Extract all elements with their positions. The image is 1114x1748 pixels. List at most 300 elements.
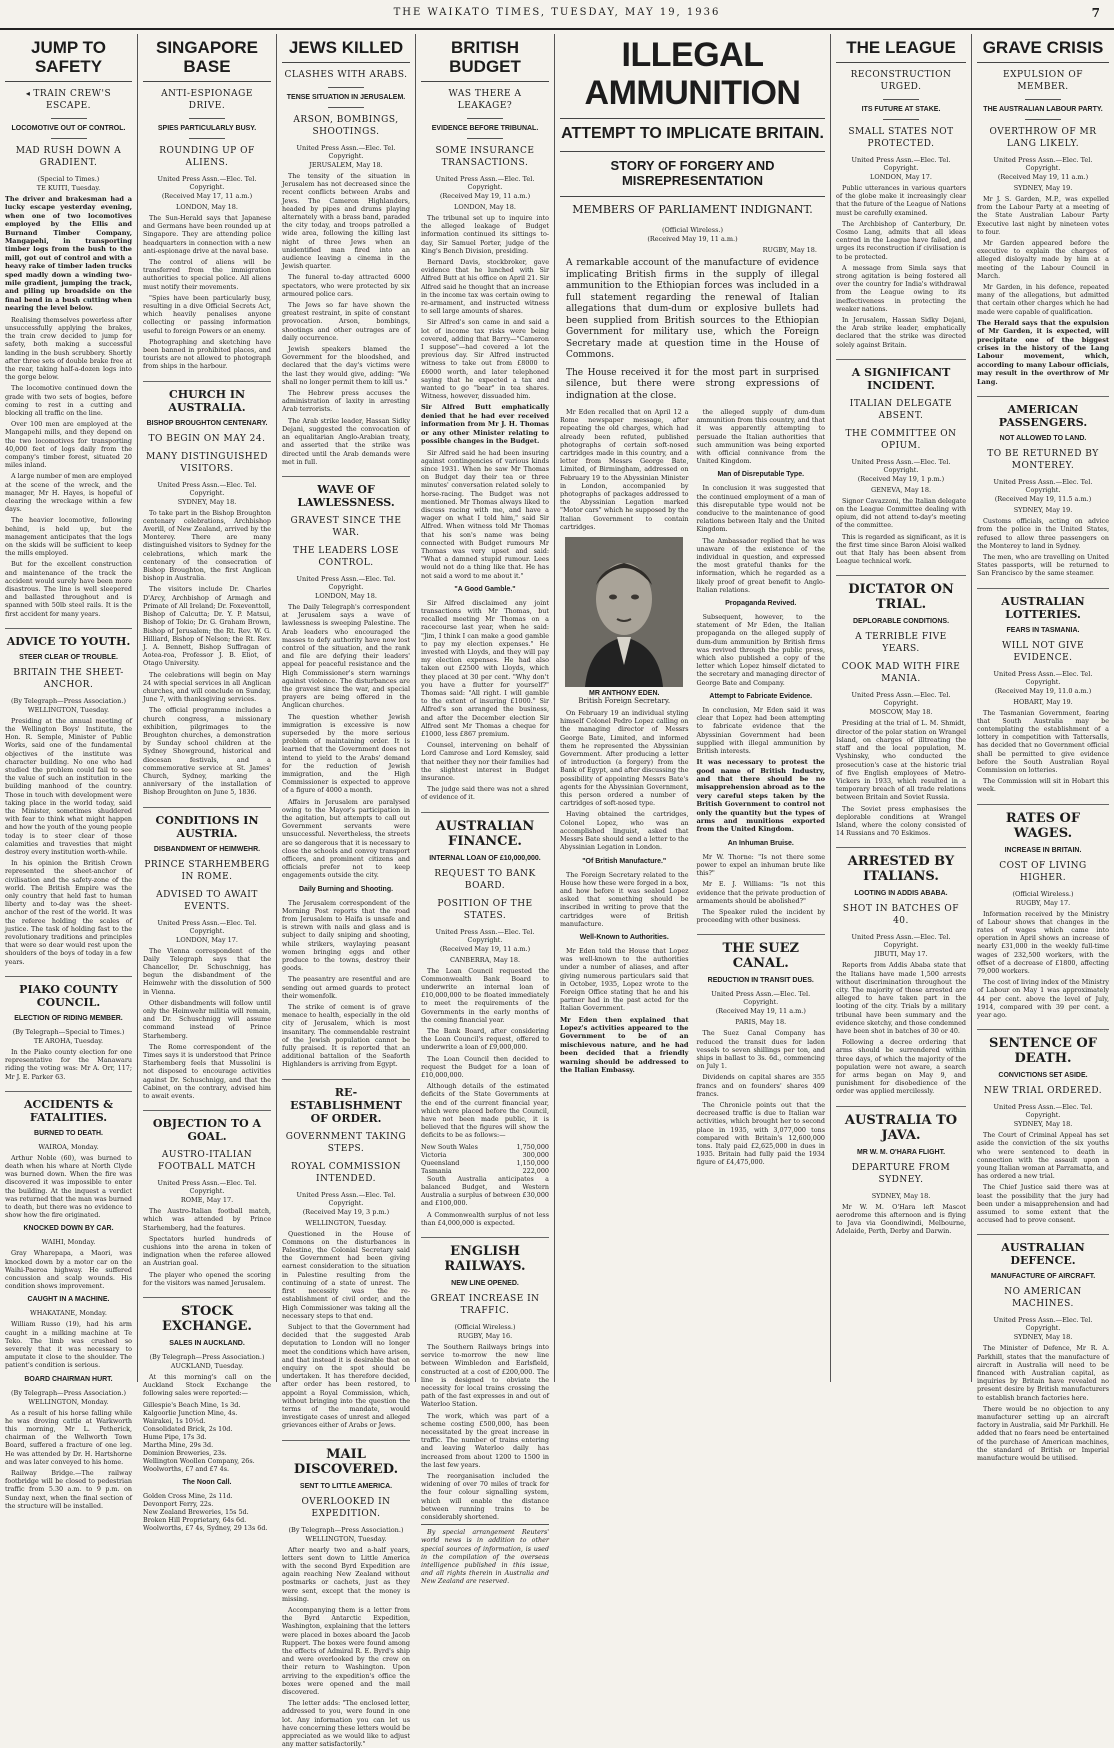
dateline: CANBERRA, May 18. [449, 955, 521, 964]
divider [189, 138, 225, 139]
paragraph: A large number of men are employed at the scene of the wreck, and the manager, Mr H. Hayes, is hopeful of clearing the wreckage within a few days. [5, 472, 132, 514]
paragraph: The player who opened the scoring for the visitors was named Jerusalem. [143, 1270, 271, 1287]
list-item: Kalgoorlie Junction Mine, 4s. [143, 1408, 238, 1417]
section-headline: STOCK EXCHANGE. [143, 1297, 271, 1334]
paragraph: The tribunal set up to inquire into the alleged leakage of Budget information continued its sittings to-day, Sir Samuel Porter, judge of the King's Bench Division, presiding. [421, 214, 549, 255]
subhead: TENSE SITUATION IN JERUSALEM. [286, 94, 406, 101]
dateline: WHAKATANE, Monday. [30, 1309, 107, 1318]
subhead: GREAT INCREASE IN TRAFFIC. [430, 1293, 540, 1316]
paragraph: The Daily Telegraph's correspondent at Jerusalem says a wave of lawlessness is sweeping Palestine. The Arab leaders who encouraged the masses to defy authority have now lost control of the situation, and the rank and file are defying their leaders' appeal for peaceful resistance and the High Commissioner's stern warnings against violence. The disturbances are the gravest since the war, and special prayers are being offered in the Anglican churches. [282, 602, 410, 710]
list-item: New Zealand Breweries, 15s 5d. [143, 1507, 249, 1516]
subhead: A TERRIBLE FIVE YEARS. [855, 632, 947, 655]
dateline: WAIROA, Monday. [38, 1142, 99, 1151]
subhead: AUSTRO-ITALIAN FOOTBALL MATCH [158, 1150, 256, 1173]
paragraph: The men, who are travelling on United States passports, will be returned to San Francisco by the same steamer. [977, 552, 1109, 578]
credit-line: United Press Assn.—Elec. Tel. Copyright. [851, 457, 951, 474]
paragraph: The Tasmanian Government, fearing that South Australia may be contemplating the establishment of a lottery in competition with Tattersalls, has decided that no Government official shall be permitted to give evidence before the South Australian Royal Commission on lotteries. [977, 708, 1109, 774]
deck: STORY OF FORGERY AND MISREPRESENTATION [610, 158, 775, 188]
page-number: 7 [1091, 6, 1100, 20]
section-headline: ARRESTED BY ITALIANS. [836, 847, 966, 884]
paragraph: The Archbishop of Canterbury, Dr. Cosmo Lang, admits that all ideas centred in the League have failed, and urges its reconstruction if civilisation is to be protected. [836, 219, 966, 261]
subhead: SPIES PARTICULARLY BUSY. [157, 125, 257, 132]
bold-paragraph: The Herald says that the expulsion of Mr Garden, it is expected, will precipitate one of the biggest crises in the history of the Lang Labour movement, which, according to many Labour officials, may result in the overthrow of Mr Lang. [977, 318, 1109, 386]
dateline: AUCKLAND, Tuesday. [170, 1362, 244, 1371]
subhead: INTERNAL LOAN OF £10,000,000. [429, 854, 541, 862]
right-subcolumn [697, 408, 826, 1170]
paragraph: The Vienna correspondent of the Daily Telegraph says that the Chancellor, Dr. Schuschnigg, has begun the disbandment of the Heimwehr with the dissolution of 500 in Vienna. [143, 946, 271, 996]
subhead: "Of British Manufacture." [582, 857, 667, 865]
paragraph: The Austro-Italian football match, which was attended by Prince Starhemberg, had the features. [143, 1207, 271, 1232]
paragraph: The strike of cement is of grave menace to health, especially in the old city of Jerusalem, which is most insanitary. The commendable restraint of the Jewish population cannot be fully praised. It is reported that an additional battalion of the Seaforth Highlanders is arriving from Egypt. [282, 1003, 410, 1069]
subhead: WILL NOT GIVE EVIDENCE. [1001, 640, 1085, 663]
subhead: TO BEGIN ON MAY 24. [148, 433, 266, 444]
table-row: Queensland 1,150,000 [421, 1158, 549, 1167]
credit-line: United Press Assn.—Elec. Tel. Copyright. [993, 1103, 1093, 1120]
subhead: FEARS IN TASMANIA. [1006, 626, 1080, 634]
paragraph: The letter adds: "The enclosed letter, addressed to you, were found in one lot. Any information you can let us have concerning these letters would be appreciated as we would like to adjust any matter satisfactorily." [282, 1699, 410, 1748]
subhead: COOK MAD WITH FIRE MANIA. [841, 662, 961, 685]
subhead: DEPLORABLE CONDITIONS. [852, 618, 950, 626]
received-line: (Received May 19, 3 p.m.) [302, 1207, 390, 1216]
divider [51, 118, 87, 119]
arrow-icon: ◂ [25, 89, 34, 98]
credit-line: United Press Assn.—Elec. Tel. Copyright. [993, 669, 1093, 686]
intro-paragraph: The House received it for the most part in surprised silence, but there were strong expressions of indignation at the close. [566, 367, 819, 401]
dateline: LONDON, May 17. [870, 173, 932, 181]
dateline: WELLINGTON, Tuesday. [27, 705, 110, 714]
subhead: CAUGHT IN A MACHINE. [27, 1296, 110, 1304]
credit-line: United Press Assn.—Elec. Tel. Copyright. [435, 175, 535, 191]
paragraph: In conclusion, Mr Eden said it was clear that Lopez had been attempting to fabricate evidence that the Abyssinian Government had been supplied with illegal ammunition by British interests. [696, 705, 825, 755]
subhead: BRITAIN THE SHEET-ANCHOR. [13, 667, 124, 690]
list-item: Hume Pipe, 17s 3d. [143, 1432, 207, 1441]
dateline: MOSCOW, May 18. [869, 708, 933, 717]
paragraph: South Australia anticipates a balanced Budget, and Western Australia a surplus of between £30,000 and £100,000. [421, 1174, 549, 1208]
paragraph: The Foreign Secretary related to the House how these were forged in a box, and how before it was sealed Lopez asked that something should be inscribed in writing to prove that the cartridges were of British manufacture. [560, 870, 689, 928]
section-headline: CHURCH IN AUSTRALIA. [143, 381, 271, 414]
paragraph: Spectators hurled hundreds of cushions into the arena in token of indignation when the referee allowed an Austrian goal. [143, 1234, 271, 1268]
section-headline: WAVE OF LAWLESSNESS. [282, 476, 410, 509]
paragraph: Public utterances in various quarters of the globe make it increasingly clear that the future of the League of Nations must be carefully examined. [836, 184, 966, 217]
subhead: LOCOMOTIVE OUT OF CONTROL. [11, 125, 126, 132]
paragraph: The Jerusalem correspondent of the Morning Post reports that the road from Jerusalem to Haifa is unsafe and is strewn with nails and glass and is subject to daily sniping and shooting, while strikers, waylaying peasant women bringing eggs and other produce to the towns, destroy their goods. [282, 898, 410, 973]
paragraph: The Loan Council requested the Commonwealth Bank Board to underwrite an internal loan of £10,000,000 to be floated immediately to meet the requirements of the Governments in the early months of the coming financial year. [421, 966, 549, 1024]
paragraph: Although details of the estimated deficits of the State Governments at the end of the current financial year, which were placed before the Council, have not been made public, it is believed that the figures will show the deficits to be as follows:— [421, 1082, 549, 1140]
subhead: Well-Known to Authorities. [579, 933, 669, 941]
section-headline: PIAKO COUNTY COUNCIL. [5, 976, 132, 1009]
paragraph: the alleged supply of dum-dum ammunition from this country, and that it was apparently attempting to persuade the Italian authorities that such ammunition was being exported with official connivance from the United Kingdom. [696, 408, 825, 466]
paragraph: Mr W. M. O'Hara left Mascot aerodrome this afternoon and is flying to Java via Goondiwindi, Melbourne, Adelaide, Perth, Derby and Darwin. [836, 1202, 966, 1236]
paragraph: The Chronicle points out that the decreased traffic is due to Italian war activities, which brought her to second place in 1935, with 3,077,000 tons compared with Britain's 12,600,000 tons. Italy paid £2,625,000 in dues in 1935. Britain had fully paid the 1934 figure of £4,475,000. [696, 1101, 825, 1167]
paragraph: Mr Garden, in his defence, repeated many of the allegations, but admitted that certain other charges which he had made were capable of qualification. [977, 283, 1109, 316]
paragraph: The Minister of Defence, Mr R. A. Parkhill, states that the manufacture of aircraft in Australia will need to be financed with Australian capital, as inquiries by Britain have revealed no present desire by British manufacturers to establish branch factories here. [977, 1344, 1109, 1402]
received-line: (Received May 17, 11 a.m.) [161, 192, 253, 200]
paragraph: Mr W. Thorne: "Is not there some power to expel an inhuman brute like this?" [696, 852, 825, 878]
paragraph: There would be no objection to any manufacturer setting up an aircraft factory in Australia, said Mr Parkhill. He added that no fears need be entertained of the purchase of American machines, the standard of British or Imperial manufacture would be utilised. [977, 1404, 1109, 1463]
paragraph: As a result of his horse falling while he was droving cattle at Warkworth this morning, Mr L. Petherick, chairman of the Wellworth Town Board, suffered a fracture of one leg. He was attended by Dr. H. Hartshorne and was later conveyed to his home. [5, 1408, 132, 1466]
subhead: SHOT IN BATCHES OF 40. [842, 904, 960, 927]
paragraph: The Court of Criminal Appeal has set aside the conviction of the six youths who were sentenced to death in connection with the assault upon a young Italian woman at Parramatta, and has ordered a new trial. [977, 1131, 1109, 1181]
dateline: SYDNEY, May 18. [177, 497, 237, 506]
section-headline: RE-ESTABLISHMENT OF ORDER. [282, 1079, 410, 1125]
paragraph: Questioned in the House of Commons on the disturbances in Palestine, the Colonial Secretary said the Government had been giving earnest consideration to the situation in Palestine resulting from the continuing of a state of unrest. The first necessity was the re-establishment of civil order, and the High Commissioner was taking all the necessary steps to that end. [282, 1229, 410, 1320]
table-row: Victoria 300,000 [421, 1150, 549, 1159]
list-item: Dominion Breweries, 23s. [143, 1448, 227, 1457]
section-headline: ADVICE TO YOUTH. [5, 628, 132, 648]
credit-line: (Official Wireless.) [661, 226, 724, 234]
dateline: RUGBY, May 17. [1015, 898, 1071, 907]
paragraph: Sir Alfred disclaimed any joint transactions with Mr Thomas, but recalled meeting Mr Thomas on a racecourse last year, when he said: "Jim, I think I can make a good gamble to pay my election expenses." He invested with Lloyds, and they will pay my election expenses. He had also taken out £2500 with Lloyds, which they placed at 30 per cent. "Why don't you have a flutter for yourself?" Thomas said: "All right. I will gamble to the extent of insuring £1000." Sir Alfred's son arranged the business, and after the December election Sir Alfred sent Mr Thomas a cheque for £1000, less £867 premium. [421, 598, 549, 738]
portrait-caption-name: MR ANTHONY EDEN. [589, 690, 660, 698]
credit-line: United Press Assn.—Elec. Tel. Copyright. [851, 156, 951, 172]
divider [467, 138, 503, 139]
paragraph: Jewish speakers blamed the Government for the bloodshed, and declared that the day's victims were the last they would give, adding: "We shall no longer permit them to kill us." [282, 345, 410, 386]
list-item: Woolworths, £7 and £7 4s. [143, 1464, 230, 1473]
section-headline: ACCIDENTS & FATALITIES. [5, 1091, 132, 1124]
paragraph: In the Piako county election for one representative for the Manawaru riding the voting was: Mr A. Orr, 117; Mr J. E. Parker 63. [5, 1047, 132, 1081]
portrait-figure [560, 537, 689, 705]
credit-line: United Press Assn.—Elec. Tel. Copyright. [157, 480, 257, 497]
paragraph: Dividends on capital shares are 355 francs and on founders' shares 409 francs. [696, 1073, 825, 1098]
lead-paragraph: The driver and brakesman had a lucky escape yesterday evening, when one of two locomotives employed by the Ellis and Burnand Timber Company, Mangapehi, in transporting timber logs from the bush to the mill, got out of control and with a heavy rake of timber laden trucks sped madly down a winding two-mile gradient, jumping the track, and piling up broadside on the final bend in a bush cutting when nearing the level below. [5, 195, 132, 313]
column-jews-killed [277, 34, 416, 1748]
section-headline: MAIL DISCOVERED. [282, 1440, 410, 1477]
list-item: Gillespie's Beach Mine, 1s 3d. [143, 1400, 241, 1409]
credit-line: United Press Assn.—Elec. Tel. Copyright. [993, 478, 1093, 495]
dateline: SYDNEY, May 19. [1013, 506, 1073, 515]
section-headline: AUSTRALIAN FINANCE. [421, 812, 549, 849]
paragraph: In his opinion the British Crown represented the sheet-anchor of civilisation and the safety-zone of the world. The British Empire was the only country that held fast to human liberty and to-day was the sheet-anchor of the rest of the world. It was the referee holding the scales of justice. The task of holding fast to the revolutionary traditions and principles that were so dear would rest upon the shoulders of the boys of today in a few years. [5, 859, 132, 966]
section-headline: AUSTRALIAN LOTTERIES. [977, 588, 1109, 621]
credit-line: United Press Assn.—Elec. Tel. Copyright. [711, 990, 811, 1007]
paragraph: William Russo (19), had his arm caught in a milking machine at Te Teko. The limb was crushed so severely that it was necessary to amputate it close to the shoulder. The patient's condition is serious. [5, 1320, 132, 1370]
deck: WAS THERE A LEAKAGE? [448, 89, 522, 111]
headline: THE LEAGUE [836, 38, 966, 63]
received-line: (Received May 19, 11 a.m.) [439, 192, 531, 200]
list-item: Devonport Ferry, 22s. [143, 1499, 214, 1508]
column-british-budget [416, 34, 555, 1586]
deck: ANTI-ESPIONAGE DRIVE. [161, 89, 253, 111]
subhead: EVIDENCE BEFORE TRIBUNAL. [431, 125, 539, 132]
subhead: REDUCTION IN TRANSIT DUES. [707, 977, 814, 985]
column-grave-crisis [972, 34, 1114, 1463]
section-headline: ENGLISH RAILWAYS. [421, 1237, 549, 1274]
subhead: INCREASE IN BRITAIN. [1004, 846, 1082, 854]
dateline: WELLINGTON, Tuesday. [305, 1218, 387, 1227]
dateline: RUGBY, May 18. [762, 246, 817, 254]
list-item: Martha Mine, 29s 3d. [143, 1440, 214, 1449]
subhead: THE AUSTRALIAN LABOUR PARTY. [983, 106, 1103, 113]
subhead: SENT TO LITTLE AMERICA. [299, 1482, 393, 1490]
paragraph: The Jews so far have shown the greatest restraint, in spite of constant provocation. Arson, bombings, shootings and other outrages are of daily occurrence. [282, 301, 410, 342]
newspaper-title: THE WAIKATO TIMES, TUESDAY, MAY 19, 1936 [393, 7, 721, 18]
intro-paragraph: A remarkable account of the manufacture of evidence implicating British firms in the supply of illegal ammunition to the Ethiopian forces was included in a full statement regarding the renewal of Italian allegations that dum-dum or explosive bullets had been supplied from British sources to the Ethiopian Government for military use, which the Foreign Secretary made at question time in the House of Commons. [566, 258, 819, 360]
paragraph: Mr Garden appeared before the executive to explain the charges of alleged disloyalty made by him at a meeting of the Labour Council in March. [977, 239, 1109, 280]
credit-line: United Press Assn.—Elec. Tel. Copyright. [296, 574, 396, 591]
subhead: THE COMMITTEE ON OPIUM. [845, 428, 957, 451]
paragraph: Mr E. J. Williams: "Is not this evidence that the private production of armaments should be abolished?" [696, 880, 825, 905]
subhead: "A Good Gamble." [454, 585, 516, 593]
table-row: New South Wales 1,750,000 [421, 1142, 549, 1151]
subhead: PRINCE STARHEMBERG IN ROME. [144, 859, 270, 882]
dateline: WELLINGTON, Monday. [28, 1397, 109, 1406]
subhead: ADVISED TO AWAIT EVENTS. [156, 889, 258, 912]
table-row: Tasmania 222,000 [421, 1166, 549, 1175]
divider [328, 107, 364, 108]
list-item: Woolworths, £7 4s, Sydney, 29 13s 6d. [143, 1523, 268, 1532]
received-line: (Received May 19, 1 p.m.) [857, 474, 945, 483]
paragraph: The heavier locomotive, following behind, is held up, but the management anticipates that the logs on the skids will be sufficient to keep the mills employed. [5, 516, 132, 558]
list-item: Wairakei, 1s 10½d. [143, 1416, 206, 1425]
subhead: BISHOP BROUGHTON CENTENARY. [146, 419, 268, 427]
section-headline: A SIGNIFICANT INCIDENT. [836, 359, 966, 392]
credit-line: (Official Wireless.) [454, 1322, 516, 1331]
paragraph: Photographing and sketching have been banned in prohibited places, and tourists are not allowed to photograph from ships in the harbour. [143, 337, 271, 371]
divider [883, 119, 919, 120]
credit-line: (By Telegraph—Special to Times.) [12, 1027, 125, 1036]
subhead: NO AMERICAN MACHINES. [1004, 1287, 1082, 1310]
paragraph: The Southern Railways brings into service to-morrow the new line between Wimbledon and Earlsfield, constructed at a cost of £200,000. The line is designed to obviate the necessity for local trains crossing the path of the fast expresses in and out of Waterloo Station. [421, 1342, 549, 1409]
subhead: MAD RUSH DOWN A GRADIENT. [15, 146, 122, 168]
paragraph: The Hebrew press accuses the administration of laxity in arresting Arab terrorists. [282, 389, 410, 414]
paragraph: Signor Cavazzoni, the Italian delegate on the League Committee dealing with opium, did not attend to-day's meeting of the committee. [836, 496, 966, 530]
divider [1025, 99, 1061, 100]
subhead: The Noon Call. [182, 1478, 232, 1486]
paragraph: Mr Eden told the House that Lopez was well-known to the authorities under a number of aliases, and after giving numerous particulars said that in October, 1935, Lopez wrote to the Foreign Office stating that he and his partner had in the past acted for the Italian Government. [560, 946, 689, 1013]
dateline: SYDNEY, May 18. [1013, 1333, 1073, 1342]
paragraph: The judge said there was not a shred of evidence of it. [421, 785, 549, 802]
paragraph: In Jerusalem, Hassan Sidky Dejani, the Arab strike leader, emphatically declared that the strike was directed solely against Britain. [836, 316, 966, 349]
paragraph: The Bank Board, after considering the Loan Council's request, offered to underwrite a loan of £9,000,000. [421, 1027, 549, 1052]
subhead: POSITION OF THE STATES. [437, 898, 533, 921]
credit-line: (By Telegraph—Press Association.) [149, 1353, 265, 1362]
deck: ◂ TRAIN CREW'S ESCAPE. [25, 89, 112, 111]
headline: BRITISH BUDGET [421, 38, 549, 82]
subhead: THE LEADERS LOSE CONTROL. [292, 545, 399, 568]
column-the-league [831, 34, 972, 1382]
deck: RECONSTRUCTION URGED. [850, 70, 952, 92]
subhead: TO BE RETURNED BY MONTEREY. [987, 449, 1099, 472]
paragraph: In conclusion it was suggested that the continued employment of a man of this disreputable type would not be conducive to the maintenance of good relations between Italy and the United Kingdom. [696, 484, 825, 534]
paragraph: Arthur Noble (60), was burned to death when his whare at North Clyde was burned down. When the fire was discovered it was impossible to enter the building. At the inquest a verdict was returned that the man was burned to death, but there was no evidence to show how the fire originated. [5, 1153, 132, 1220]
column-singapore-base [138, 34, 277, 1532]
dateline: HOBART, May 19. [1013, 697, 1073, 706]
paragraph: The Rome correspondent of the Times says it is understood that Prince Starhemberg feels that Mussolini is not disposed to encourage activities against Dr. Schuschnigg, and that the Cabinet, on the contrary, advised him to await events. [143, 1042, 271, 1101]
subhead: OVERLOOKED IN EXPEDITION. [301, 1496, 391, 1519]
paragraph: The celebrations will begin on May 24 with special services in all Anglican churches, and will conclude on Sunday, June 7, with thanksgiving services. [143, 670, 271, 704]
paragraph: The Arab strike leader, Hassan Sidky Dejani, suggested the convocation of an equalitarian Anglo-Arabian treaty, and asserted that the strike was directed until the Arab demands were met in full. [282, 416, 410, 466]
dateline: GENEVA, May 18. [870, 485, 932, 494]
noon-call-list [143, 1492, 271, 1532]
paragraph: Bernard Davis, stockbroker, gave evidence that he lunched with Sir Alfred Butt at his office on April 21. Sir Alfred said he thought that an increase in the income tax was certain owing to re-armament, and instructed witness to sell large amounts of shares. [421, 258, 549, 316]
paragraph: The Sun-Herald says that Japanese and Germans have been rounded up at Singapore. They are attending police headquarters in connection with a new anti-espionage drive at the naval base. [143, 214, 271, 255]
headline: JUMP TO SAFETY [5, 38, 132, 82]
credit-line: (By Telegraph—Press Association.) [11, 1388, 126, 1397]
section-headline: AUSTRALIAN DEFENCE. [977, 1234, 1109, 1267]
subhead: MANY DISTINGUISHED VISITORS. [146, 451, 268, 474]
paragraph: Presiding at the annual meeting of the Wellington Boys' Institute, the Hon. R. Semple, Minister of Public Works, said one of the fundamental objectives of the institute was character building. No one who had studied the problem could fail to see the value of such an institution in the building manhood of the country. Those in touch with development were taking place in the world today, said the Minister, sometimes shuddered with fear to think what might happen and how the youth of the young people today is to steer clear of those calamities and travesties that might destroy every institution worth-while. [5, 716, 132, 857]
paragraph: Customs officials, acting on advice from the police in the United States, refused to allow three passengers on the Monterey to land in Sydney. [977, 517, 1109, 550]
headline: JEWS KILLED [282, 38, 410, 63]
paragraph: Mr Eden recalled that on April 12 a Rome newspaper message, after repeating the old charges, which had already been refuted, published photographs of certain soft-nosed cartridges made in this country, and a letter from Messrs George Bate, Limited, of Birmingham, addressed on February 19 to the Abyssinian Minister in London, accompanied by photographs of packages addressed to the Abyssinian Legation marked "Motor cars" which he supposed by the Italian Government to contain cartridges. [560, 408, 689, 531]
bold-paragraph: Mr Eden then explained that Lopez's activities appeared to the Government to be of an mischievous nature, and he had been decided that a friendly warning should be addressed to the Italian Embassy. [560, 1015, 689, 1074]
section-headline: DICTATOR ON TRIAL. [836, 575, 966, 612]
subhead: BURNED TO DEATH. [34, 1129, 103, 1137]
subhead: DEPARTURE FROM SYDNEY. [851, 1162, 951, 1185]
section-headline: OBJECTION TO A GOAL. [143, 1110, 271, 1143]
received-line: (Received May 19, 11 a.m.) [997, 173, 1089, 181]
masthead [0, 0, 1114, 30]
paragraph: The reorganisation included the widening of over 70 miles of track for the four colour signalling system, which will enable the distance between running trains to be considerably shortened. [421, 1471, 549, 1521]
dateline: ROME, May 17. [180, 1196, 234, 1205]
subhead: MANUFACTURE OF AIRCRAFT. [990, 1273, 1096, 1281]
headline: GRAVE CRISIS [977, 38, 1109, 63]
credit-line: United Press Assn.—Elec. Tel. Copyright. [851, 691, 951, 708]
portrait-photo [565, 537, 683, 687]
paragraph: Realising themselves powerless after unsuccessfully applying the brakes, the train crew decided to jump for safety, both making a successful landing in the bush scrubbery. Shortly after three sets of double brake free at the rear, taking half-a-dozen logs into the gorge below. [5, 315, 132, 382]
paragraph: "Spies have been particularly busy, resulting in a dive Official Secrets Act, which heavily penalises anyone collecting or passing information useful to foreign Powers or an enemy. [143, 293, 271, 335]
subhead: GOVERNMENT TAKING STEPS. [285, 1131, 407, 1154]
left-subcolumn [560, 408, 689, 1170]
list-item: Consolidated Brick, 2s 10d. [143, 1424, 233, 1433]
subhead: REQUEST TO BANK BOARD. [434, 868, 536, 891]
credit-line: United Press Assn.—Elec. Tel. Copyright. [157, 1179, 257, 1196]
received-line: (Received May 19, 11 a.m.) [439, 944, 531, 953]
subhead: OVERTHROW OF MR LANG LIKELY. [989, 127, 1097, 149]
subhead: STEER CLEAR OF TROUBLE. [19, 653, 118, 661]
subhead: Man of Disreputable Type. [717, 471, 805, 479]
subhead: COST OF LIVING HIGHER. [999, 860, 1087, 883]
received-line: (Received May 19, 11.0 a.m.) [994, 686, 1092, 695]
dateline: TE KUITI, Tuesday. [36, 184, 101, 192]
paragraph: To take part in the Bishop Broughton centenary celebrations, Archbishop Averill, of New Zealand, arrived by the Monterey. There are many distinguished visitors to Sydney for the celebrations, which mark the centenary of the consecration of Bishop Broughton, the first Anglican bishop in Australia. [143, 508, 271, 583]
paragraph: The visitors include Dr. Charles D'Arcy, Archbishop of Armagh and Primate of All Ireland; Dr. Foxeventtoll, Bishop of Calcutta; Dr. Y. P. Matsui, Bishop of Tokio; Dr. G. Graham Brown, Bishop of Jerusalem; the Rt. Rev. W. G. Hilliard, Bishop of Nelson; the Rt. Rev. J. A. Bennett, Bishop Suffragan of Aotea-roa, Professor J. B. Eliot, of Otago University. [143, 585, 271, 668]
paragraph: Having obtained the cartridges, Colonel Lopez, who was an accomplished linguist, asked that Messrs Bate should send a letter to the Abyssinian Legation in London. [560, 810, 689, 852]
paragraph: Subject to that the Government had decided that the suggested Arab deputation to London will no longer meet the conditions which have arisen, and that instead it is desirable that on enquiry on the spot should be undertaken. It has therefore decided, after order has been restored, to appoint a Royal Commission, which, without bringing into the question the terms of the mandate, would investigate cases of unrest and alleged grievances either of Arabs or Jews. [282, 1322, 410, 1430]
credit-line: (Special to Times.) [37, 175, 100, 183]
subhead: An Inhuman Bruise. [727, 839, 794, 847]
dateline: RUGBY, May 16. [457, 1331, 513, 1340]
bold-paragraph: It was necessary to protest the good name of British Industry, and that there should be no misapprehension abroad as to the very careful steps taken by the British Government to control not only the quantity but the types of arms and munitions exported from the United Kingdom. [696, 758, 825, 834]
credit-line: (By Telegraph—Press Association.) [288, 1525, 404, 1534]
footnote: By special arrangement Reuters' world news is in addition to other special sources of information, is used in the compilation of the overseas intelligence published in this issue, and all rights therein in Australia and New Zealand are reserved. [421, 1524, 549, 1585]
credit-line: United Press Assn.—Elec. Tel. Copyright. [296, 144, 396, 160]
credit-line: United Press Assn.—Elec. Tel. Copyright. [296, 1190, 396, 1207]
section-headline: AUSTRALIA TO JAVA. [836, 1106, 966, 1143]
paragraph: A message from Simla says that strong agitation is being fostered all over the country for India's withdrawal from the League owing to its ineffectiveness in protecting the weaker nations. [836, 263, 966, 313]
paragraph: Presiding at the trial of L. M. Shmidt, director of the polar station on Wrangel Island, on charges of illtreating the staff and the local population, M. Vyshinsky, who conducted the prosecution's case at the historic trial of five English employees of Metro-Vickers in 1933, which resulted in a temporary breach of all trade relations between Britain and Soviet Russia. [836, 719, 966, 802]
dateline: SYDNEY, May 18. [871, 1191, 931, 1200]
received-line: (Received May 19, 11.5 a.m.) [994, 495, 1092, 504]
column-illegal-ammunition [555, 34, 831, 1382]
paragraph: Affairs in Jerusalem are paralysed owing to the Mayor's participation in the agitation, but attempts to call out Government servants were unsuccessful. Nevertheless, the streets are so dangerous that it is necessary to close the schools and convoy transport officers, and prominent citizens and officials prefer not to keep engagements outside the city. [282, 797, 410, 880]
credit-line: United Press Assn.—Elec. Tel. Copyright. [157, 175, 257, 191]
subhead: NOT ALLOWED TO LAND. [999, 435, 1087, 443]
paragraph: Counsel, intervening on behalf of Lord Camrose and Lord Kemsley, said that neither they nor their families had the slightest interest in Budget insurance. [421, 741, 549, 783]
deck: ATTEMPT TO IMPLICATE BRITAIN. [561, 125, 824, 142]
paragraph: Mr J. S. Garden, M.P., was expelled from the Labour Party at a meeting of the State Australian Labour Party Executive last night by nineteen votes to four. [977, 195, 1109, 236]
paragraph: Over 100 men are employed at the Mangapehi mills, and they depend on the two locomotives for transporting 40,000 feet of logs daily from the company's timber forest, situated 20 miles inland. [5, 420, 132, 470]
received-line: (Received May 19, 11 a.m.) [647, 235, 738, 243]
headline: ILLEGAL AMMUNITION [584, 36, 801, 112]
credit-line: United Press Assn.—Elec. Tel. Copyright. [157, 918, 257, 935]
subhead: NEW TRIAL ORDERED. [983, 1086, 1103, 1097]
paragraph: Gray Wharepapa, a Maori, was knocked down by a motor car on the Waihi-Paeroa highway. He suffered concussion and scalp wounds. His condition shows improvement. [5, 1249, 132, 1291]
credit-line: United Press Assn.—Elec. Tel. Copyright. [851, 933, 951, 950]
deck: CLASHES WITH ARABS. [284, 70, 408, 80]
paragraph: Information received by the Ministry of Labour shows that changes in the rates of wages which came into operation in April shows an increase of nearly £31,000 in the weekly full-time wages of 232,500 workers, with the offset of a decrease of £1800, affecting 79,000 workers. [977, 909, 1109, 975]
dateline: LONDON, May 18. [176, 203, 238, 211]
paragraph: Other disbandments will follow until only the Heimwehr militia will remain, and Dr. Schuschnigg will assume command instead of Prince Starhemberg. [143, 998, 271, 1040]
section-headline: SENTENCE OF DEATH. [977, 1029, 1109, 1066]
subhead: SMALL STATES NOT PROTECTED. [848, 127, 954, 149]
paragraph: Sir Alfred said he had been insuring against contingencies of various kinds since 1931. When he saw Mr Thomas on Budget day their tea or three minutes' conversation related solely to horse-racing. The Budget was not mentioned. Mr Thomas always liked to discuss racing with me, and have a wager on what I told him," said Sir Alfred. When witness told Mr Thomas that his son's name was being connected with Budget rumours Mr Thomas was very upset and said: "What a damned stupid rumour. Lees would not do a thing like that. He has not said a word to me about it." [421, 448, 549, 580]
subhead: SOME INSURANCE TRANSACTIONS. [435, 146, 535, 168]
dateline: LONDON, May 17. [176, 935, 238, 944]
divider [51, 138, 87, 139]
subhead: Propaganda Revived. [725, 600, 797, 608]
paragraph: The Ambassador replied that he was unaware of the existence of the individual in question, and expressed the most grateful thanks for the information, which he regarded as a likely proof of great benefit to Anglo-Italian relations. [696, 536, 825, 594]
dateline: JERUSALEM, May 18. [309, 161, 383, 169]
paragraph: Sir Alfred's son came in and said a lot of income tax risks were being covered, adding that Barry—"Cameron I suppose"—had covered a lot the previous day. Sir Alfred instructed witness to take out from £8000 to £6000 worth, and later telephoned saying that he expected a tax and wanted to go "bear" in tea shares. Witness, however, dissuaded him. [421, 318, 549, 401]
divider [467, 118, 503, 119]
subhead: KNOCKED DOWN BY CAR. [23, 1225, 114, 1233]
section-headline: RATES OF WAGES. [977, 804, 1109, 841]
section-headline: CONDITIONS IN AUSTRIA. [143, 807, 271, 840]
paragraph: Accompanying them is a letter from the Byrd Antarctic Expedition, Washington, explaining that the letters were placed in boxes aboard the Jacob Ruppert. The boxes were found among the effects of Admiral R. E. Byrd's ship and were overlooked by the crew on their return to Washington. Upon arriving to the expedition's office the boxes were opened and the mail discovered. [282, 1605, 410, 1696]
divider [328, 87, 364, 88]
dateline: PARIS, May 18. [735, 1018, 787, 1027]
sales-list [143, 1401, 271, 1473]
credit-line: United Press Assn.—Elec. Tel. Copyright. [993, 1316, 1093, 1333]
subhead: ELECTION OF RIDING MEMBER. [14, 1014, 123, 1022]
dateline: SYDNEY, May 19. [1013, 184, 1073, 192]
paragraph: The question whether Jewish immigration is excessive is now superseded by the more serious problem of maintaining order. It is learned that the Government does not intend to yield to the Arabs' demand for the reduction of Jewish immigration, and the High Commissioner is expected to approve of a figure of 4000 a month. [282, 712, 410, 795]
paragraph: The cost of living index of the Ministry of Labour on May 1 was approximately 44 per cent. above the level of July, 1914, compared with 39 per cent. a year ago. [977, 978, 1109, 1019]
deficits-table [421, 1143, 549, 1175]
subhead: DISBANDMENT OF HEIMWEHR. [153, 845, 261, 853]
subhead: GRAVEST SINCE THE WAR. [290, 515, 402, 538]
credit-line: (By Telegraph—Press Association.) [11, 696, 126, 705]
dateline: WAIHI, Monday. [41, 1238, 96, 1247]
paragraph: Railway Bridge.—The railway footbridge will be closed to pedestrian traffic from 5.30 a.m. to 9 p.m. on Sunday next, when the final section of the structure will be installed. [5, 1468, 132, 1510]
deck: MEMBERS OF PARLIAMENT INDIGNANT. [572, 203, 813, 216]
paragraph: Following a decree ordering that arms should be surrendered within three days, of which the majority of the population were not aware, a search for arms began on May 9, and punishment for disobedience of the order was applied mercilessly. [836, 1038, 966, 1096]
dateline: JIBUTI, May 17. [874, 950, 928, 959]
subhead: NEW LINE OPENED. [451, 1279, 519, 1287]
paragraph: Reports from Addis Ababa state that the Italians have made 1,500 arrests without discrimination throughout the city. The majority of those arrested are alleged to have taken part in the looting of the city. Trials by a military tribunal have been summary and the evidence sketchy, and those condemned have been shot in batches of 30 or 40. [836, 961, 966, 1035]
credit-line: United Press Assn.—Elec. Tel. Copyright. [993, 156, 1093, 172]
subhead: ITALIAN DELEGATE ABSENT. [849, 398, 953, 421]
portrait-caption-role: British Foreign Secretary. [578, 697, 671, 706]
paragraph: The official programme includes a church congress, a missionary exhibition, pilgrimages to the Broughton churches, a demonstration by Sunday school children at the Sydney Showground, historical and diocesan festivals, and a commemorative service at St. James' Church, Sydney, marking the anniversary of the installation of Bishop Broughton on June 5, 1836. [143, 706, 271, 797]
column-jump-to-safety [0, 34, 138, 1510]
dateline: LONDON, May 18. [315, 591, 377, 600]
subhead: ROYAL COMMISSION INTENDED. [291, 1161, 401, 1184]
subhead: LOOTING IN ADDIS ABABA. [854, 890, 948, 898]
subhead: MR W. M. O'HARA FLIGHT. [856, 1148, 946, 1156]
list-item: Golden Cross Mine, 2s 11d. [143, 1491, 233, 1500]
paragraph: But for the excellent construction and maintenance of the track the accident would surely have been more disastrous. The line is well sleepered and ballasted throughout and is spanned with 50lb steel rails. It is the first accident for many years. [5, 560, 132, 618]
paragraph: The tensity of the situation in Jerusalem has not decreased since the recent conflicts between Arabs and Jews. The Cameron Highlanders, headed by pipes and drums playing alternately with a brass band, paraded the city today, and troops patrolled a wide area, following the killing last night of three Jews when an unidentified man fired into an audience leaving a cinema in the Jewish quarter. [282, 172, 410, 271]
subhead: ARSON, BOMBINGS, SHOOTINGS. [293, 115, 399, 137]
paragraph: The peasantry are resentful and are sending out armed guards to protect their womenfolk. [282, 975, 410, 1000]
credit-line: (Official Wireless.) [1012, 889, 1074, 898]
subhead: Daily Burning and Shooting. [298, 885, 394, 893]
paragraph: The Chief Justice said there was at least the possibility that the jury had been under a misapprehension and had assumed to some extent that the accused had to prove consent. [977, 1183, 1109, 1225]
section-headline: THE SUEZ CANAL. [697, 934, 826, 971]
received-line: (Received May 19, 11 a.m.) [715, 1007, 806, 1016]
